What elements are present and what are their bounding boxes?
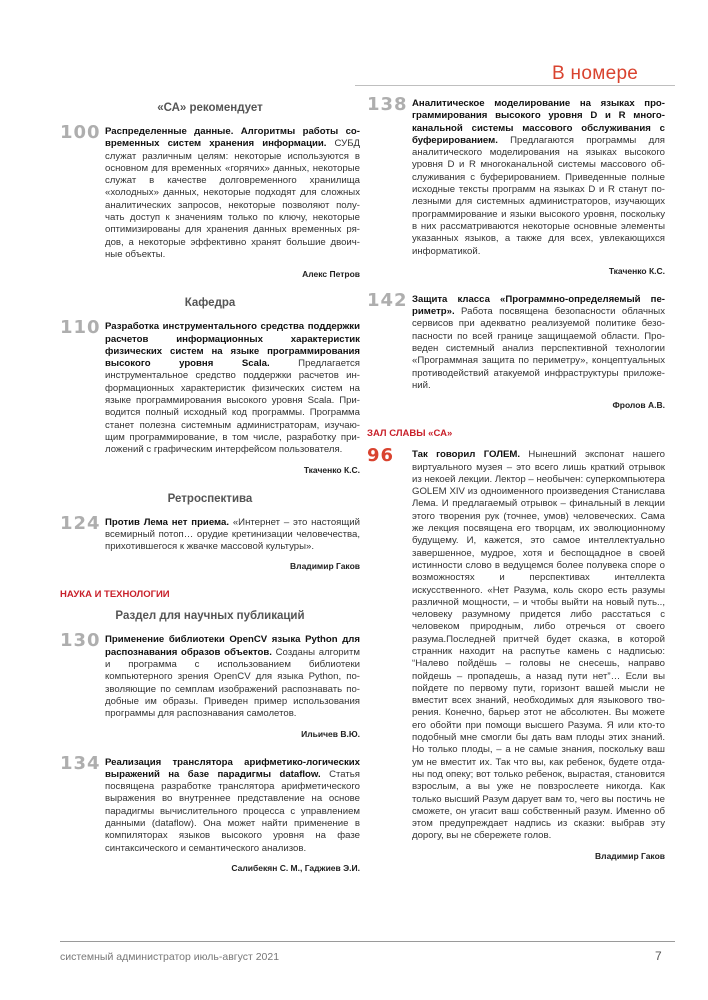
article-author: Владимир Гаков <box>290 561 360 572</box>
article-124[interactable] <box>60 512 360 554</box>
article-96[interactable] <box>367 445 665 843</box>
header-divider <box>355 85 675 86</box>
page-number: 124 <box>60 512 101 534</box>
article-author: Ткаченко К.С. <box>303 464 360 475</box>
article-body <box>105 757 360 855</box>
section-heading: Ретроспектива <box>167 492 253 505</box>
section-title: В номере <box>552 63 639 84</box>
article-text: СУБД служат различным целям: некоторые используются в основном для временных «горячих» данных, некоторые служат в качестве долговременного хранилища «холодных» данных, некоторые подходят для сложных аналитических запросов, некоторые позволяют получать доступ к значениям только по ключу, некоторые оптимизированы для хранения данных временных рядов, а некоторые эффективно хранят большие двоичные объекты. <box>105 138 360 260</box>
article-134[interactable] <box>60 752 361 855</box>
article-138[interactable] <box>367 94 665 258</box>
article-author: Владимир Гаков <box>595 850 665 861</box>
article-title: Так говорил ГОЛЕМ. <box>412 449 521 461</box>
article-130[interactable] <box>60 630 360 720</box>
section-heading: Раздел для научных публикаций <box>115 610 305 623</box>
right-column <box>367 94 665 879</box>
rubric-label: ЗАЛ СЛАВЫ «СА» <box>367 428 453 440</box>
article-text: Работа посвящена безопасности облачных сервисов при адекватно реализуемой политике безопасности по всей границе защищаемой области. Проведен системный анализ перспективной технологии «Программная защита по периметру», концептуальных противодействий атакуемой инфраструктуры приложений. <box>412 306 665 391</box>
article-author: Ильичев В.Ю. <box>301 728 360 739</box>
article-text: Предлагается инструментальное средство поддержки расчетов информационных характеристик физических систем на языке программирования высокого уровня Scala. Приводится полный исходный код программы. Программа станет полезна системным администраторам, изучающим программирование, в том числе, разработку приложений с графическим интерфейсом пользователя. <box>105 358 360 456</box>
article-text: Предлагаются программы для аналитического моделирования на языках высокого уровня D и R многоканальной системы массового обслуживания с буферированием. Приведенные полные исходные тексты программ на языках D и R станут полезными для системных администраторов, изучающих программирование и языки высокого уровня, поскольку в них рассматриваются некоторые основные элементы указанных языков, а также для всех, увлекающихся информатикой. <box>412 134 665 257</box>
page-number: 110 <box>60 317 101 339</box>
article-text: Созданы алгоритм и программа с использованием библиотеки компьютерного зрения OpenCV для языка Python, позволяющие по семплам изображений распознавать подобные им образы. Приведен пример использования программы для распознавания самолетов. <box>105 646 360 720</box>
article-author: Фролов А.В. <box>612 400 665 411</box>
footer-page-number: 7 <box>655 949 662 963</box>
footer-magazine: системный администратор июль-август 2021 <box>60 951 280 963</box>
article-title: Разработка инструментального средства поддержки расчетов информационных характеристик физических систем на языке программирования высокого уровня Scala. <box>105 321 360 370</box>
article-title: Аналитическое моделирование на языках программирования высокого уровня D и R многоканальной системы массового обслуживания с буферированием. <box>412 98 665 146</box>
article-body <box>412 449 665 843</box>
article-title: Реализация транслятора арифметико-логических выражений на базе парадигмы dataflow. <box>105 756 360 780</box>
rubric-label: НАУКА И ТЕХНОЛОГИИ <box>60 589 170 601</box>
article-author: Алекс Петров <box>302 269 360 280</box>
article-text: «Интернет – это настоящий всемирный потоп… орудие кретинизации человечества, прихотившегося к жвачке массовой культуры». <box>105 516 360 553</box>
section-heading: Кафедра <box>184 297 236 310</box>
article-author: Ткаченко К.С. <box>608 265 665 276</box>
article-110[interactable] <box>60 317 360 456</box>
page-number: 96 <box>367 445 395 467</box>
page-number: 142 <box>367 289 408 311</box>
article-text: Статья посвящена разработке транслятора арифметического выражения во внутреннее представление на основе парадигмы вычислительного процесса с управлением данными (dataflow). Она может найти применение в компиляторах языков высокого уровня на фазе синтаксического и семантического анализов. <box>105 768 361 854</box>
article-title: Распределенные данные. Алгоритмы работы современных систем хранения информации. <box>105 126 360 150</box>
page-number: 138 <box>367 94 408 115</box>
article-body <box>105 634 360 720</box>
article-title: Защита класса «Программно-определяемый периметр». <box>412 293 665 318</box>
article-body <box>412 294 665 392</box>
article-body <box>105 126 360 261</box>
page-number: 130 <box>60 630 101 652</box>
article-body <box>412 98 665 258</box>
left-column <box>60 98 360 891</box>
page-number: 134 <box>60 752 101 774</box>
footer-divider <box>60 941 675 942</box>
article-title: Применение библиотеки OpenCV языка Python для распознавания образов объектов. <box>105 634 360 658</box>
section-heading: «СА» рекомендует <box>157 102 263 114</box>
article-author: Салибекян С. М., Гаджиев Э.И. <box>231 862 360 873</box>
page-number: 100 <box>60 122 101 143</box>
article-title: Против Лема нет приема. <box>105 516 230 528</box>
article-142[interactable] <box>367 289 665 392</box>
article-body <box>105 321 360 456</box>
article-body <box>105 517 360 554</box>
article-text: Нынешний экспонат нашего виртуального музея – это всего лишь краткий отрывок из некоей лекции. Лектор – необычен: суперкомпьютера GOLEM XIV из одноименного произведения Станислава Лема. И предлагаемый отрывок – финальный в лекции этого творения рук (точнее, умов) человеческих. Сама же лекция посвящена его творцам, их эволюционному будущему. И, кажется, это самое интеллектуально завершенное, мудрое, хотя и беспощадное в своей истинности слово в ведущемся более полувека споре о возможностях и перспективах интеллекта искусственного. «Нет Разума, коль скоро есть разумы различной мощности, – и чтобы выйти на новый путь.., человеку разумному придется либо расстаться с человеком природным, либо отречься от своего разума.Последней притчей будет сказка, в которой странник находит на распутье камень с надписью: “Налево пойдёшь – головы не снесешь, направо пойдешь – пропадешь, а назад пути нет”… Если вы пойдете по первому пути, горизонт вашей мысли не вместит всех знаний, необходимых для языкового творения. Конечно, барьер этот не абсолютен. Вы можете его обойти при помощи высшего Разума. Я или кто-то подобный мне смогли бы дать вам плоды этих знаний. Но только плоды, – а не самые знания, поскольку ваш ум не вместит их. Так что вы, как ребенок, будете отданы под опеку; вот только ребенок, вырастая, становится взрослым, а вы уже не повзрослеете никогда. Как только высший Разум дарует вам то, чего вы постичь не сможете, он угасит ваш собственный разум. Именно об этом предупреждает надпись из сказки: выбрав эту дорогу, вы не сбережете голов. <box>412 449 665 842</box>
article-100[interactable] <box>60 122 360 261</box>
